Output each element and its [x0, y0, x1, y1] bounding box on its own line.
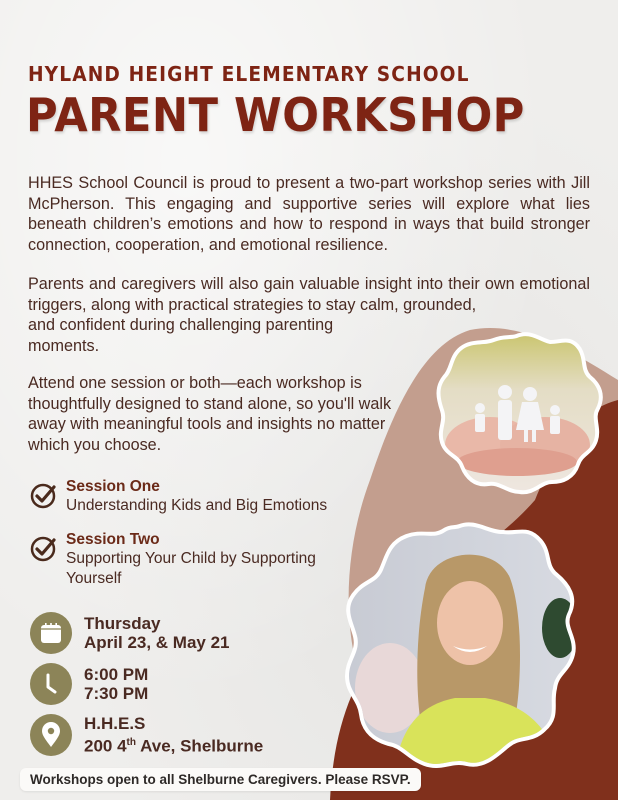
attend-paragraph: Attend one session or both—each workshop is thoughtfully designed to stand alone, so you'll walk away with meaningful tools and insights no matter which you choose.: [28, 374, 392, 454]
rsvp-note: Workshops open to all Shelburne Caregivers. Please RSVP.: [20, 768, 421, 791]
session-one: [30, 478, 327, 516]
location-name: H.H.E.S: [84, 714, 146, 734]
session-one-description: Understanding Kids and Big Emotions: [66, 497, 328, 514]
calendar-icon: [30, 612, 72, 654]
location-pin-icon: [30, 714, 72, 756]
caregivers-paragraph-line-a: Parents and caregivers will also gain valuable insight into their own emotional triggers, along with practical strategies to stay calm, grounded,: [28, 275, 590, 314]
clock-icon: [30, 663, 72, 705]
check-circle-icon: [30, 482, 58, 510]
location-address: 200 4th Ave, Shelburne: [84, 736, 264, 756]
intro-paragraph: HHES School Council is proud to present a two-part workshop series with Jill McPherson. This engaging and supportive series will explore what lies beneath children’s emotions and how to respond in ways that build stronger connection, cooperation, and emotional resilience.: [28, 174, 590, 254]
school-name: HYLAND HEIGHT ELEMENTARY SCHOOL: [28, 62, 470, 86]
caregivers-paragraph-line-c: moments.: [28, 336, 100, 355]
hands-family-photo: [430, 330, 605, 500]
time-end: 7:30 PM: [84, 684, 149, 703]
page-title: PARENT WORKSHOP: [26, 88, 525, 142]
session-two: [30, 531, 356, 589]
date-info: [30, 612, 230, 654]
session-two-description: Supporting Your Child by Supporting Yourself: [66, 550, 316, 587]
check-circle-icon: [30, 535, 58, 563]
time-info: [30, 663, 148, 705]
date-dates: April 23, & May 21: [84, 633, 230, 652]
session-one-title: Session One: [66, 478, 160, 495]
presenter-photo: [335, 518, 585, 773]
time-start: 6:00 PM: [84, 665, 149, 684]
date-day: Thursday: [84, 614, 161, 633]
session-two-title: Session Two: [66, 531, 160, 548]
caregivers-paragraph-line-b: and confident during challenging parenting: [28, 316, 334, 334]
location-info: [30, 714, 263, 756]
